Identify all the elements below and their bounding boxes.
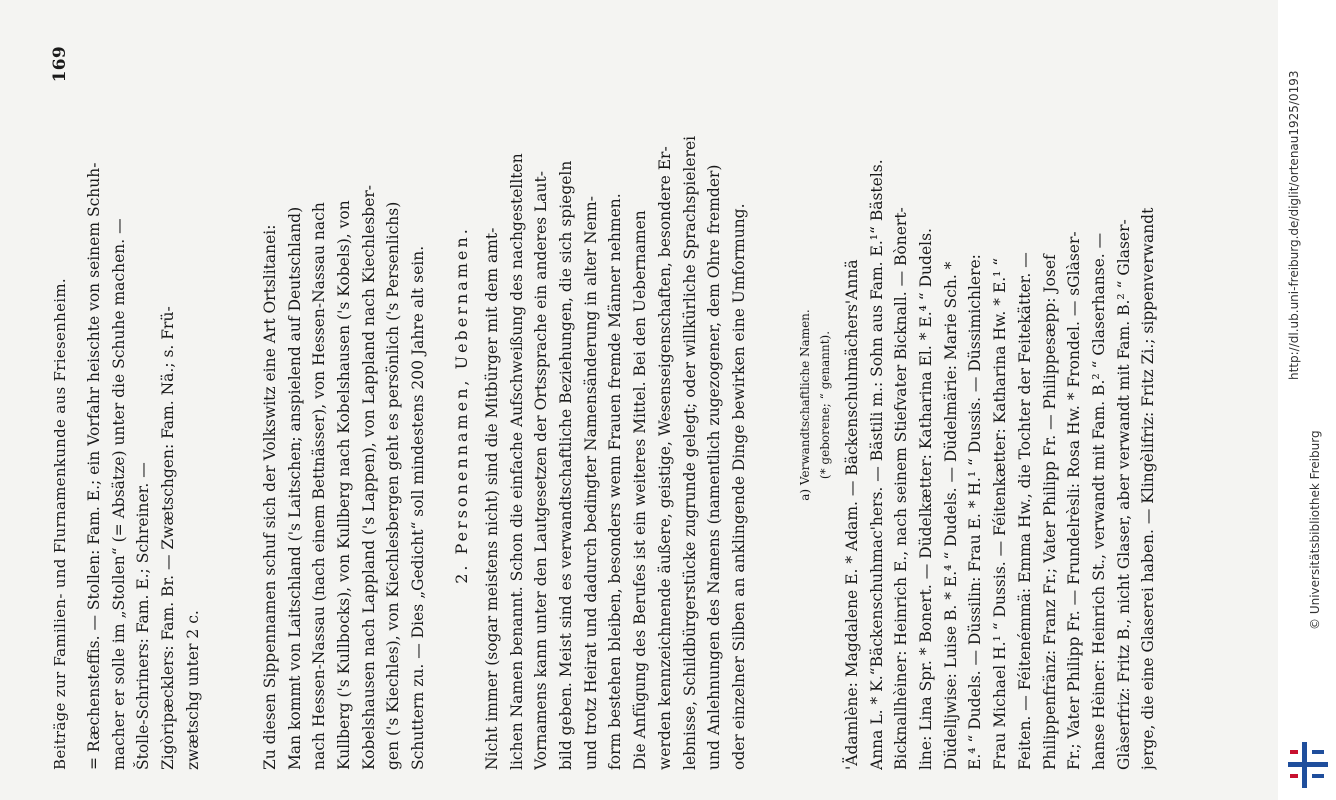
text-line: Štolle-Schriners: Fam. E.; Schreiner. — [134,462,153,770]
paragraph-family-names-end [82,40,205,770]
page-number: 169 [50,46,70,83]
text-line: form bestehen bleiben, besonders wenn Frauen fremde Männer nehmen. [606,193,625,770]
text-line: jerge, die eine Glaserei haben. — Klingèlifriz: Fritz Zi.; sippenverwandt [1139,207,1158,770]
text-line: oder einzelner Silben an anklingende Dinge bewirken eine Umformung. [729,203,748,770]
text-line: bild geben. Meist sind es verwandtschaftliche Beziehungen, die sich spiegeln [557,160,576,770]
text-line: = Ræchensteffis. — Stollen: Fam. E.; ein Vorfahr heischte von seinem Schuh- [85,162,103,770]
text-line: hanse Hèiner: Heinrich St., verwandt mit Fam. B.² “ Glaserhanse. — [1089,232,1108,770]
text-line: 'Ädamlène: Magdalene E. * Adam. — Bäckenschuhmächers'Annä [843,259,861,770]
text-line: und trotz Heirat und dadurch bedingter Namensänderung in alter Nenn- [581,196,600,770]
text-line: lebnisse, Schildbürgerstücke zugrunde gelegt; oder willkürliche Sprachspielerei [680,135,699,770]
text-line: lichen Namen benannt. Schon die einfache Aufschweißung des nachgestellten [507,153,526,770]
source-url-link[interactable]: http://dl.ub.uni-freiburg.de/diglit/ortenau1925/0193 [1287,70,1301,380]
subsection-heading-verwandtschaftliche-namen: a) Verwandtschaftliche Namen. [798,309,812,501]
text-line: Zigòripæcklers: Fam. Br. — Zwætschgen: Fam. Nä.; s. Frü- [159,306,178,770]
text-line: Bicknallhèiner: Heinrich E., nach seinem Stiefvater Bicknall. — Bònert- [892,207,911,770]
text-line: zwætschg unter 2 c. [183,610,202,770]
text-line: Man kommt von Laitschland ('s Laitschen; anspielend auf Deutschland) [285,206,304,770]
text-line: line: Lina Spr. * Bonert. — Düdelkætter: Katharina El. * E.⁴ “ Dudels. [917,228,936,770]
university-library-logo-icon [1286,740,1330,790]
text-line: Anna L. * K.“Bäckenschuhmac'hers. — Bästili m.: Sohn aus Fam. E.¹“ Bästels. [867,159,886,770]
copyright-notice: © Universitätsbibliothek Freiburg [1308,430,1322,630]
text-line: Philippenfränz: Franz Fr.; Vater Philipp Fr. — Philippesæpp: Josef [1040,254,1059,770]
text-line: E.⁴ “ Dudels. — Düssilin: Frau E. * H.¹ “ Dussis. — Düssimichlere: [966,254,985,770]
running-header [40,40,80,770]
text-line: nach Hessen-Nassau (nach einem Bettnässer), von Hessen-Nassau nach [310,202,329,770]
subsection-heading-note: (* geborene; “ genannt). [818,330,832,480]
text-line: Vornamens kann unter den Lautgesetzen der Ortssprache ein anderes Laut- [532,171,551,770]
text-line: Fr.; Vater Philipp Fr. — Frundelrèsli: Rosa Hw. * Frondel. — sGlàser- [1065,231,1084,770]
text-line: Glàserfriz: Fritz B., nicht Glaser, aber verwandt mit Fam. B.² “ Glaser- [1114,219,1133,770]
paragraph-name-list [840,40,1161,770]
text-line: Kobelshausen nach Lappland ('s Lappen), von Lappland nach Kiechlesber- [359,184,378,770]
running-header-title: Beiträge zur Familien- und Flurnamenkunde aus Friesenheim. [51,278,69,770]
text-line: gen ('s Kiechles), von Kiechlesbergen geht es persönlich ('s Persenlichs) [384,201,403,770]
text-line: Zu diesen Sippennamen schuf sich der Volkswitz eine Art Ortslitanei: [261,224,279,770]
paragraph-personennamen [480,40,752,770]
text-line: Düdelljwise: Luise B. * E.⁴ “ Dudels. — Düdelmärie: Marie Sch. * [941,261,960,770]
text-line: Nicht immer (sogar meistens nicht) sind die Mitbürger mit dem amt- [483,227,501,770]
text-line: Feiten. — Féitenémmä: Emma Hw., die Tochter der Feitekätter. — [1015,252,1034,770]
text-line: und Anlehnungen des Namens (namentlich zugezogener, dem Ohre fremder) [705,164,724,770]
text-line: Frau Michael H.¹ “ Dussis. — Féitenkætter: Katharina Hw. * E.¹ “ [991,257,1010,770]
text-line: Die Anfügung des Berufes ist ein weiteres Mittel. Bei den Uebernamen [631,210,650,770]
text-line: Kullberg ('s Kullbocks), von Kullberg nach Kobelshausen ('s Kobels), von [335,200,354,770]
paragraph-ortslitanei [258,40,431,770]
rotated-page-content [40,40,1170,770]
section-heading-personennamen: 2. Personennamen, Uebernamen. [452,226,471,584]
text-line: macher er solle im „Stollen“ (= Absätze) unter die Schuhe machen. — [109,218,128,770]
text-line: Schuttern zu. — Dies „Gedicht“ soll mindestens 200 Jahre alt sein. [409,245,428,770]
text-line: werden kennzeichnende äußere, geistige, Wesenseigenschaften, besondere Er- [655,146,674,770]
